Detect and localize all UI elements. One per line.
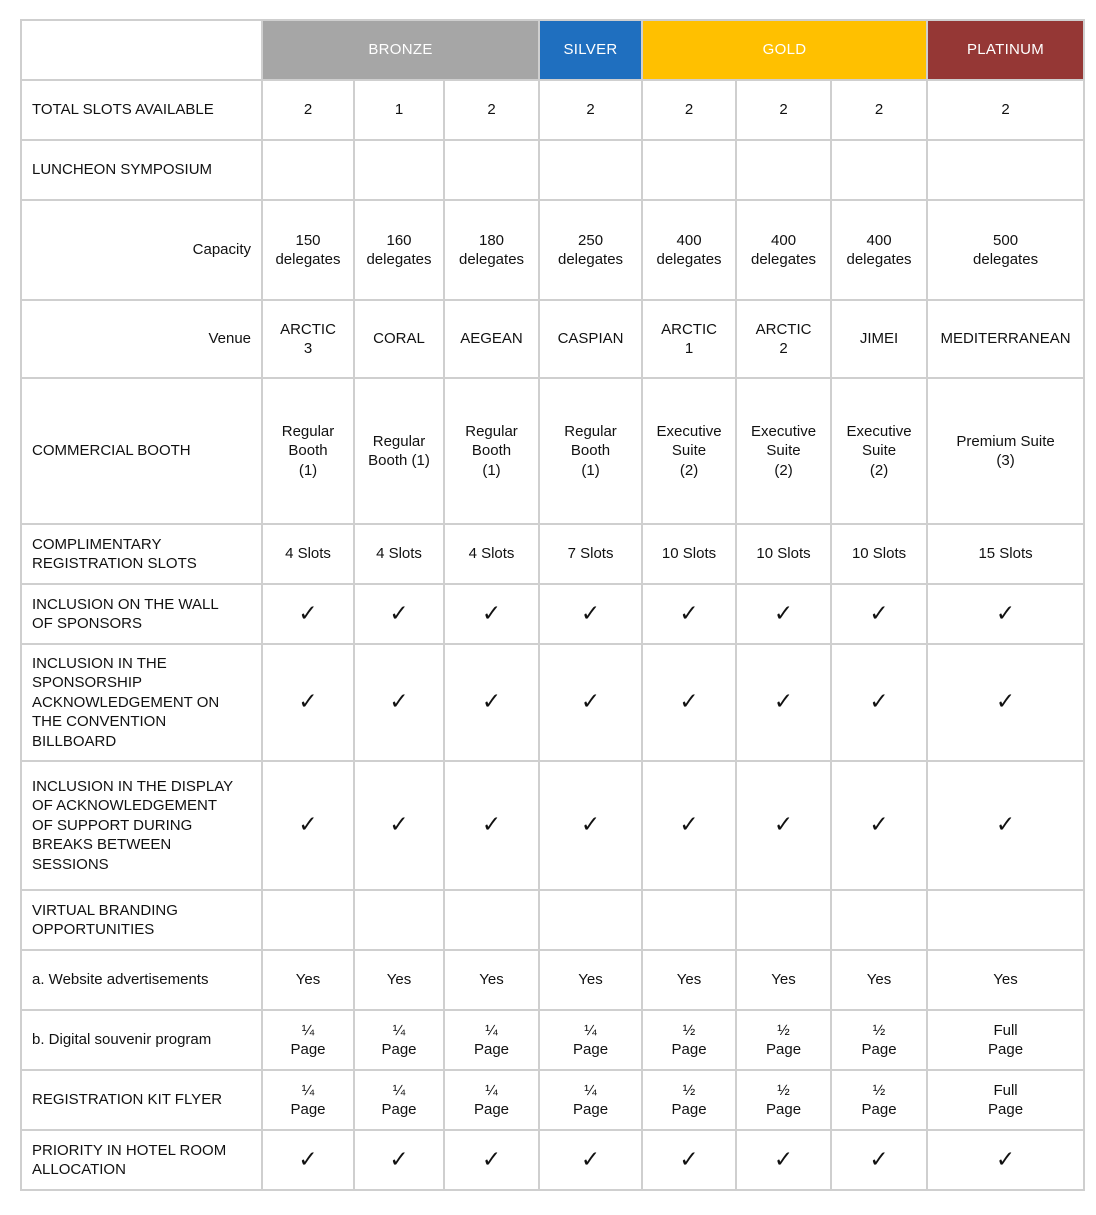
table-row [21,200,1084,300]
cell-value: MEDITERRANEAN [940,330,1071,348]
table-cell [262,80,354,140]
cell-value: 2 [684,101,694,119]
cell-value: ½ Page [671,1021,707,1058]
table-cell [831,524,927,584]
table-cell [539,1130,642,1190]
checkmark-icon: ✓ [580,1145,601,1172]
table-cell [262,524,354,584]
cell-value: Executive Suite (2) [751,422,817,479]
table-cell [262,300,354,378]
checkmark-icon: ✓ [995,688,1016,715]
checkmark-icon: ✓ [389,599,409,626]
table-cell [539,761,642,890]
table-cell [354,950,444,1010]
tier-silver-header [539,20,642,80]
table-cell [539,80,642,140]
cell-value: ¼ Page [381,1081,417,1118]
row-label [21,890,262,950]
table-cell [444,1070,539,1130]
row-label [21,1010,262,1070]
checkmark-icon: ✓ [481,1145,502,1172]
cell-value: 400 delegates [846,231,912,268]
checkmark-icon: ✓ [773,811,794,838]
table-cell [262,1130,354,1190]
table-cell [262,950,354,1010]
table-cell [831,1070,927,1130]
cell-value: 10 Slots [851,545,907,563]
table-cell [354,584,444,644]
checkmark-icon: ✓ [869,811,889,838]
table-cell [354,644,444,761]
table-cell [736,761,831,890]
row-label-text: COMPLIMENTARY REGISTRATION SLOTS [32,535,197,572]
table-cell [539,378,642,524]
tier-header-row [21,20,1084,80]
table-cell [539,890,642,950]
row-label [21,761,262,890]
table-cell [831,200,927,300]
cell-value: 10 Slots [756,545,811,563]
table-cell [539,200,642,300]
checkmark-icon: ✓ [773,688,794,715]
cell-value: 1 [394,101,404,119]
cell-value: ½ Page [766,1021,802,1058]
table-cell [444,584,539,644]
table-cell [354,80,444,140]
cell-value: ¼ Page [573,1081,609,1118]
tier-platinum-label: PLATINUM [966,41,1045,59]
tier-bronze-header [262,20,539,80]
checkmark-icon: ✓ [869,599,889,626]
cell-value: 160 delegates [366,231,432,268]
table-row [21,761,1084,890]
cell-value: Regular Booth (1) [465,422,518,479]
table-cell [736,1010,831,1070]
table-cell [927,584,1084,644]
table-cell [444,200,539,300]
cell-value: Yes [771,971,796,989]
table-cell [736,584,831,644]
table-cell [736,1130,831,1190]
tier-silver-label: SILVER [563,41,618,59]
cell-value: 180 delegates [458,231,525,268]
cell-value: 2 [303,101,313,119]
row-label [21,80,262,140]
cell-value: 500 delegates [973,231,1039,268]
cell-value: 7 Slots [567,545,614,563]
table-cell [444,300,539,378]
table-cell [927,950,1084,1010]
table-cell [736,1070,831,1130]
table-cell [262,584,354,644]
checkmark-icon: ✓ [580,688,601,715]
table-cell [736,80,831,140]
table-cell [927,80,1084,140]
cell-value: ¼ Page [290,1081,326,1118]
table-cell [736,378,831,524]
cell-value: 10 Slots [661,545,717,563]
table-cell [927,1070,1084,1130]
cell-value: ¼ Page [381,1021,417,1058]
row-label-text: COMMERCIAL BOOTH [32,442,191,460]
table-cell [642,890,736,950]
table-cell [736,644,831,761]
table-cell [354,200,444,300]
table-cell [642,761,736,890]
checkmark-icon: ✓ [995,1145,1016,1172]
table-cell [444,524,539,584]
checkmark-icon: ✓ [869,1145,889,1172]
cell-value: JIMEI [859,330,899,348]
row-label [21,378,262,524]
table-cell [444,761,539,890]
table-cell [444,378,539,524]
cell-value: Full Page [988,1081,1024,1118]
checkmark-icon: ✓ [773,1145,794,1172]
table-cell [831,890,927,950]
row-label [21,644,262,761]
cell-value: 400 delegates [656,231,722,268]
cell-value: ¼ Page [573,1021,609,1058]
cell-value: 4 Slots [285,545,331,563]
row-label [21,1070,262,1130]
table-cell [539,950,642,1010]
cell-value: 2 [487,101,496,119]
row-label-text: INCLUSION IN THE SPONSORSHIP ACKNOWLEDGEMENT ON THE CONVENTION BILLBOARD [32,654,220,750]
table-cell [736,950,831,1010]
cell-value: ½ Page [861,1021,897,1058]
cell-value: ARCTIC 2 [755,320,812,357]
cell-value: 250 delegates [558,231,624,268]
cell-value: 2 [779,101,788,119]
row-label-text: b. Digital souvenir program [32,1031,212,1049]
table-cell [262,644,354,761]
row-label-text: PRIORITY IN HOTEL ROOM ALLOCATION [32,1141,227,1178]
table-row [21,1130,1084,1190]
cell-value: 4 Slots [376,545,422,563]
cell-value: ¼ Page [290,1021,326,1058]
cell-value: AEGEAN [460,330,523,348]
checkmark-icon: ✓ [995,811,1016,838]
table-cell [736,140,831,200]
table-row [21,950,1084,1010]
cell-value: Premium Suite (3) [956,432,1055,469]
tier-gold-header [642,20,927,80]
tier-bronze-label: BRONZE [368,41,433,59]
table-cell [642,950,736,1010]
table-cell [736,300,831,378]
table-cell [831,584,927,644]
cell-value: ¼ Page [473,1021,510,1058]
cell-value: CORAL [373,330,425,348]
table-cell [539,1070,642,1130]
table-cell [539,300,642,378]
table-row [21,1070,1084,1130]
cell-value: ¼ Page [473,1081,510,1118]
cell-value: Yes [578,971,603,989]
table-row [21,584,1084,644]
table-cell [642,1130,736,1190]
cell-value: Regular Booth (1) [281,422,335,479]
cell-value: ½ Page [671,1081,707,1118]
checkmark-icon: ✓ [389,811,409,838]
table-cell [927,1010,1084,1070]
checkmark-icon: ✓ [580,811,601,838]
table-cell [736,524,831,584]
table-row [21,80,1084,140]
table-cell [831,644,927,761]
table-cell [444,80,539,140]
cell-value: 150 delegates [275,231,341,268]
checkmark-icon: ✓ [298,688,318,715]
cell-value: ARCTIC 3 [280,320,336,357]
row-label-text: Capacity [192,241,251,259]
table-cell [262,378,354,524]
table-row [21,890,1084,950]
cell-value: Yes [993,971,1018,989]
table-cell [354,761,444,890]
table-cell [642,524,736,584]
table-cell [927,761,1084,890]
table-cell [354,890,444,950]
table-cell [539,644,642,761]
table-cell [642,378,736,524]
tier-platinum-header [927,20,1084,80]
row-label-text: LUNCHEON SYMPOSIUM [32,161,213,179]
row-label-text: a. Website advertisements [32,971,209,989]
row-label-text: VIRTUAL BRANDING OPPORTUNITIES [32,901,178,938]
table-cell [642,584,736,644]
row-label-text: TOTAL SLOTS AVAILABLE [32,101,214,119]
row-label [21,140,262,200]
table-cell [927,524,1084,584]
table-cell [927,644,1084,761]
table-row [21,524,1084,584]
row-label [21,300,262,378]
table-cell [642,140,736,200]
table-row [21,378,1084,524]
cell-value: CASPIAN [557,330,624,348]
checkmark-icon: ✓ [389,1145,409,1172]
table-cell [736,200,831,300]
cell-value: Yes [386,971,412,989]
table-row [21,1010,1084,1070]
cell-value: Yes [295,971,321,989]
table-cell [831,950,927,1010]
checkmark-icon: ✓ [679,599,699,626]
cell-value: Regular Booth (1) [368,432,430,469]
table-cell [444,1130,539,1190]
table-cell [444,1010,539,1070]
table-cell [262,200,354,300]
table-cell [927,200,1084,300]
table-cell [642,200,736,300]
table-cell [539,140,642,200]
table-cell [444,140,539,200]
checkmark-icon: ✓ [869,688,889,715]
row-label [21,200,262,300]
table-cell [831,140,927,200]
checkmark-icon: ✓ [481,688,502,715]
table-cell [262,1010,354,1070]
table-row [21,644,1084,761]
checkmark-icon: ✓ [580,599,601,626]
corner-cell [21,20,262,80]
cell-value: Full Page [988,1021,1024,1058]
cell-value: ARCTIC 1 [661,320,717,357]
table-cell [927,890,1084,950]
checkmark-icon: ✓ [679,811,699,838]
checkmark-icon: ✓ [298,599,318,626]
sponsorship-packages-table [20,19,1085,1191]
table-body [21,80,1084,1190]
table-cell [262,140,354,200]
checkmark-icon: ✓ [389,688,409,715]
table-cell [927,1130,1084,1190]
table-cell [444,644,539,761]
tier-gold-label: GOLD [762,41,807,59]
checkmark-icon: ✓ [481,599,502,626]
cell-value: Yes [479,971,504,989]
cell-value: 4 Slots [468,545,515,563]
table-cell [262,761,354,890]
cell-value: Executive Suite (2) [846,422,912,479]
table-cell [539,584,642,644]
table-cell [354,378,444,524]
checkmark-icon: ✓ [679,688,699,715]
row-label-text: REGISTRATION KIT FLYER [32,1091,223,1109]
row-label [21,1130,262,1190]
table-cell [642,1070,736,1130]
cell-value: ½ Page [861,1081,897,1118]
cell-value: 400 delegates [751,231,817,268]
table-cell [927,140,1084,200]
row-label-text: Venue [208,330,251,348]
table-row [21,140,1084,200]
row-label [21,950,262,1010]
checkmark-icon: ✓ [679,1145,699,1172]
table-cell [642,300,736,378]
cell-value: 15 Slots [978,545,1033,563]
checkmark-icon: ✓ [298,811,318,838]
table-row [21,300,1084,378]
table-cell [831,1010,927,1070]
cell-value: Regular Booth (1) [564,422,617,479]
cell-value: ½ Page [766,1081,802,1118]
table-cell [736,890,831,950]
row-label [21,584,262,644]
table-cell [354,1130,444,1190]
table-cell [831,80,927,140]
table-cell [444,950,539,1010]
row-label-text: INCLUSION ON THE WALL OF SPONSORS [32,595,219,632]
cell-value: 2 [586,101,595,119]
checkmark-icon: ✓ [298,1145,318,1172]
table-cell [354,300,444,378]
table-cell [444,890,539,950]
table-cell [354,1010,444,1070]
table-cell [642,80,736,140]
table-cell [642,644,736,761]
checkmark-icon: ✓ [481,811,502,838]
table-cell [354,140,444,200]
cell-value: Yes [866,971,892,989]
table-cell [831,378,927,524]
row-label-text: INCLUSION IN THE DISPLAY OF ACKNOWLEDGEMENT OF SUPPORT DURING BREAKS BETWEEN SESSIONS [32,777,234,873]
row-label [21,524,262,584]
table-cell [354,1070,444,1130]
cell-value: Yes [676,971,702,989]
table-cell [831,1130,927,1190]
cell-value: 2 [874,101,884,119]
table-cell [539,1010,642,1070]
table-cell [262,1070,354,1130]
table-cell [642,1010,736,1070]
table-cell [831,761,927,890]
table-cell [831,300,927,378]
table-cell [354,524,444,584]
cell-value: 2 [1001,101,1010,119]
table-cell [539,524,642,584]
cell-value: Executive Suite (2) [656,422,722,479]
table-cell [927,300,1084,378]
table-cell [262,890,354,950]
checkmark-icon: ✓ [995,599,1016,626]
table-cell [927,378,1084,524]
checkmark-icon: ✓ [773,599,794,626]
